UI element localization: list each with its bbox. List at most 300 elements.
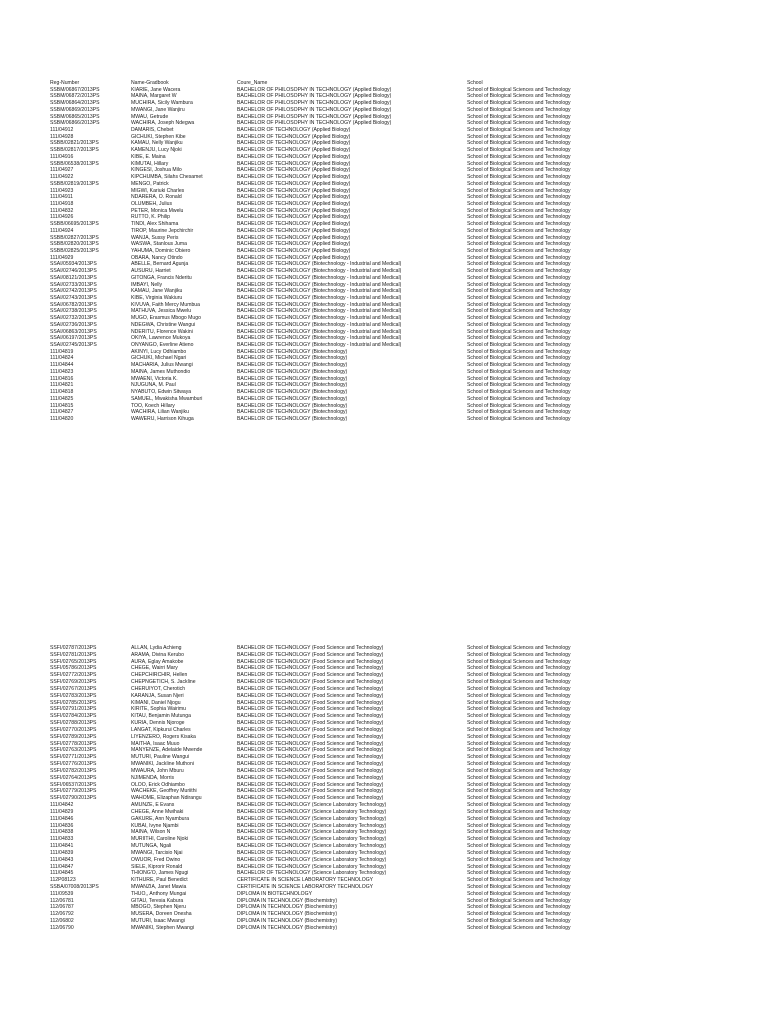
reg-number-cell: 111/04823 — [50, 368, 74, 375]
school-cell: School of Biological Sciences and Technology — [467, 342, 571, 349]
top-table-body — [0, 87, 768, 423]
reg-number-cell: SSAI/02742/2013PS — [50, 288, 97, 295]
school-cell: School of Biological Sciences and Technology — [467, 883, 571, 890]
table-row — [0, 107, 768, 114]
course-cell: BACHELOR OF TECHNOLOGY (Food Science and Technology) — [237, 733, 384, 740]
school-cell: School of Biological Sciences and Technology — [467, 227, 571, 234]
school-cell: School of Biological Sciences and Technology — [467, 113, 571, 120]
header-row — [0, 80, 768, 87]
course-cell: BACHELOR OF TECHNOLOGY (Applied Biology) — [237, 127, 351, 134]
bottom-table-body — [0, 645, 768, 932]
school-cell: School of Biological Sciences and Technology — [467, 651, 571, 658]
school-cell: School of Biological Sciences and Technology — [467, 402, 571, 409]
name-cell: RUTTO, K. Philip — [131, 214, 170, 221]
table-row — [0, 713, 768, 720]
school-cell: School of Biological Sciences and Technology — [467, 234, 571, 241]
reg-number-cell: SSBB/02821/2013PS — [50, 140, 99, 147]
name-cell: MANYENZE, Adelaide Mwende — [131, 747, 203, 754]
reg-number-cell: SSAI/02733/2013PS — [50, 281, 97, 288]
reg-number-cell: SSAI/02732/2013PS — [50, 315, 97, 322]
school-cell: School of Biological Sciences and Technology — [467, 665, 571, 672]
reg-number-cell: 111/04911 — [50, 194, 73, 201]
school-cell: School of Biological Sciences and Technology — [467, 685, 571, 692]
course-cell: BACHELOR OF TECHNOLOGY (Food Science and Technology) — [237, 767, 384, 774]
reg-number-cell: 112/06787 — [50, 904, 74, 911]
name-cell: THIONG'O, James Ngugi — [131, 870, 189, 877]
school-cell: School of Biological Sciences and Technology — [467, 167, 571, 174]
name-cell: MURIITHI, Caroline Njoki — [131, 836, 189, 843]
name-cell: MWANGI, Jane Wanjiru — [131, 106, 185, 113]
reg-number-cell: SSBB/02817/2013PS — [50, 147, 99, 154]
table-row — [0, 382, 768, 389]
table-row — [0, 288, 768, 295]
school-cell: School of Biological Sciences and Technology — [467, 295, 571, 301]
table-row — [0, 700, 768, 707]
reg-number-cell: 111/04819 — [50, 348, 74, 355]
table-row — [0, 884, 768, 891]
name-cell: KIPCHUMBA, Silahs Chesamet — [131, 174, 203, 181]
course-cell: BACHELOR OF TECHNOLOGY (Biotechnology) — [237, 409, 348, 416]
name-cell: MAINA, James Muthondio — [131, 368, 191, 375]
name-cell: MIGWI, Kariuki Charles — [131, 187, 185, 194]
name-cell: MWAURA, John Mburu — [131, 767, 184, 774]
school-cell: School of Biological Sciences and Technology — [467, 761, 571, 768]
name-cell: TOO, Koech Hillary — [131, 402, 175, 409]
reg-number-cell: SSFI/02791/2013PS — [50, 706, 97, 713]
table-row — [0, 870, 768, 877]
school-cell: School of Biological Sciences and Technology — [467, 918, 571, 925]
reg-number-cell: 111/04839 — [50, 849, 74, 856]
name-cell: MENGO, Patrick — [131, 180, 169, 187]
reg-number-cell: 111/04815 — [50, 402, 74, 409]
table-row — [0, 214, 768, 221]
name-cell: MWANZIA, Janet Mawia — [131, 883, 187, 890]
course-cell: BACHELOR OF TECHNOLOGY (Biotechnology - Industrial and Medical) — [237, 268, 402, 275]
course-cell: BACHELOR OF TECHNOLOGY (Applied Biology) — [237, 227, 351, 234]
course-cell: BACHELOR OF TECHNOLOGY (Food Science and Technology) — [237, 672, 384, 679]
course-cell: BACHELOR OF TECHNOLOGY (Applied Biology) — [237, 254, 351, 261]
reg-number-cell: SSFI/02770/2013PS — [50, 726, 97, 733]
table-row — [0, 720, 768, 727]
course-cell: BACHELOR OF TECHNOLOGY (Food Science and Technology) — [237, 692, 384, 699]
school-cell: School of Biological Sciences and Technology — [467, 106, 571, 113]
reg-number-cell: 111/04838 — [50, 829, 74, 836]
school-cell: School of Biological Sciences and Technology — [467, 672, 571, 679]
table-row — [0, 679, 768, 686]
course-cell: BACHELOR OF TECHNOLOGY (Applied Biology) — [237, 241, 351, 248]
school-cell: School of Biological Sciences and Technology — [467, 335, 571, 342]
name-cell: CHERUIYOT, Cherotich — [131, 685, 186, 692]
school-cell: School of Biological Sciences and Technology — [467, 395, 571, 402]
name-cell: LANGAT, Kipkurui Charles — [131, 726, 191, 733]
bottom-sheet — [0, 645, 768, 932]
school-cell: School of Biological Sciences and Technology — [467, 897, 571, 904]
reg-number-cell: SSBM/06866/2013PS — [50, 120, 100, 127]
course-cell: BACHELOR OF TECHNOLOGY (Biotechnology) — [237, 375, 348, 382]
table-row — [0, 181, 768, 188]
reg-number-cell: 112P08123 — [50, 877, 76, 884]
school-cell: School of Biological Sciences and Technology — [467, 187, 571, 194]
course-cell: BACHELOR OF TECHNOLOGY (Science Laboratory Technology) — [237, 870, 387, 877]
reg-number-cell: SSFI/02772/2013PS — [50, 672, 97, 679]
course-cell: BACHELOR OF TECHNOLOGY (Biotechnology - Industrial and Medical) — [237, 335, 402, 342]
reg-number-cell: 111/04836 — [50, 822, 74, 829]
course-cell: BACHELOR OF TECHNOLOGY (Applied Biology) — [237, 194, 351, 201]
table-row — [0, 761, 768, 768]
reg-number-cell: SSAI/02745/2013PS — [50, 342, 97, 349]
course-cell: BACHELOR OF TECHNOLOGY (Applied Biology) — [237, 180, 351, 187]
table-row — [0, 362, 768, 369]
reg-number-cell: 111/04927 — [50, 167, 74, 174]
course-cell: BACHELOR OF TECHNOLOGY (Food Science and Technology) — [237, 795, 384, 802]
table-row — [0, 241, 768, 248]
course-cell: BACHELOR OF TECHNOLOGY (Science Laboratory Technology) — [237, 863, 387, 870]
reg-number-cell: 111/09539 — [50, 890, 74, 897]
course-cell: BACHELOR OF PHILOSOPHY IN TECHNOLOGY (Applied Biology) — [237, 113, 392, 120]
reg-number-cell: 111/04820 — [50, 415, 74, 422]
reg-number-cell: 111/04846 — [50, 815, 74, 822]
table-row — [0, 201, 768, 208]
school-cell: School of Biological Sciences and Technology — [467, 733, 571, 740]
header-school: School — [467, 80, 483, 86]
reg-number-cell: 111/04912 — [50, 127, 74, 134]
name-cell: MUTURI, Isaac Mwangi — [131, 918, 185, 925]
school-cell: School of Biological Sciences and Technology — [467, 843, 571, 850]
name-cell: GITAU, Teresia Kabura — [131, 897, 184, 904]
reg-number-cell: SSFI/06537/2013PS — [50, 781, 97, 788]
table-row — [0, 857, 768, 864]
school-cell: School of Biological Sciences and Technology — [467, 214, 571, 221]
name-cell: WACHIRA, Joseph Ndegwa — [131, 120, 195, 127]
reg-number-cell: SSAI/06197/2013PS — [50, 335, 97, 342]
reg-number-cell: SSFI/02767/2013PS — [50, 685, 97, 692]
name-cell: NJIMENDA, Morris — [131, 774, 175, 781]
course-cell: DIPLOMA IN BIOTECHNOLOGY — [237, 890, 313, 897]
course-cell: BACHELOR OF TECHNOLOGY (Biotechnology - Industrial and Medical) — [237, 342, 402, 349]
name-cell: GICHUKI, Stephen Kibe — [131, 133, 186, 140]
reg-number-cell: SSBA/07008/2013PS — [50, 883, 99, 890]
course-cell: BACHELOR OF PHILOSOPHY IN TECHNOLOGY (Applied Biology) — [237, 100, 392, 107]
name-cell: KIBE, Virginia Wakiuru — [131, 295, 183, 301]
name-cell: CHEPNGETICH, S. Jackline — [131, 679, 196, 686]
course-cell: BACHELOR OF TECHNOLOGY (Food Science and Technology) — [237, 685, 384, 692]
table-row — [0, 349, 768, 356]
school-cell: School of Biological Sciences and Technology — [467, 726, 571, 733]
reg-number-cell: SSFI/02763/2013PS — [50, 747, 97, 754]
table-row — [0, 161, 768, 168]
reg-number-cell: 111/04916 — [50, 153, 74, 160]
school-cell: School of Biological Sciences and Technology — [467, 261, 571, 268]
course-cell: BACHELOR OF TECHNOLOGY (Food Science and Technology) — [237, 740, 384, 747]
school-cell: School of Biological Sciences and Technology — [467, 147, 571, 154]
school-cell: School of Biological Sciences and Technology — [467, 774, 571, 781]
school-cell: School of Biological Sciences and Technology — [467, 822, 571, 829]
school-cell: School of Biological Sciences and Technology — [467, 301, 571, 308]
header-course-name: Coure_Name — [237, 80, 268, 86]
school-cell: School of Biological Sciences and Technology — [467, 767, 571, 774]
reg-number-cell: SSAI/05934/2013PS — [50, 261, 97, 268]
reg-number-cell: 111/04825 — [50, 395, 74, 402]
name-cell: AUSURU, Harriet — [131, 268, 171, 275]
reg-number-cell: SSFI/02765/2013PS — [50, 658, 97, 665]
name-cell: KIRITE, Sophia Wairimu — [131, 706, 187, 713]
school-cell: School of Biological Sciences and Technology — [467, 93, 571, 100]
table-row — [0, 308, 768, 315]
course-cell: BACHELOR OF TECHNOLOGY (Food Science and Technology) — [237, 706, 384, 713]
name-cell: KARANJA, Susan Njeri — [131, 692, 184, 699]
name-cell: NDEGWA, Christine Wangui — [131, 321, 196, 328]
name-cell: THUO,, Anthony Mungai — [131, 890, 187, 897]
reg-number-cell: SSBM/06865/2013PS — [50, 113, 100, 120]
reg-number-cell: 111/04845 — [50, 870, 74, 877]
table-row — [0, 282, 768, 289]
name-cell: MUSERA, Doreen Onesha — [131, 911, 192, 918]
name-cell: GICHUKI, Michael Ngari — [131, 355, 187, 362]
name-cell: OBARA, Nancy Otindo — [131, 254, 183, 261]
school-cell: School of Biological Sciences and Technology — [467, 829, 571, 836]
reg-number-cell: SSAI/06863/2013PS — [50, 328, 97, 335]
school-cell: School of Biological Sciences and Technology — [467, 720, 571, 727]
course-cell: DIPLOMA IN TECHNOLOGY (Biochemistry) — [237, 911, 338, 918]
course-cell: BACHELOR OF TECHNOLOGY (Applied Biology) — [237, 140, 351, 147]
course-cell: BACHELOR OF TECHNOLOGY (Applied Biology) — [237, 160, 351, 167]
table-row — [0, 823, 768, 830]
reg-number-cell: SSFI/02785/2013PS — [50, 699, 97, 706]
reg-number-cell: 111/04843 — [50, 856, 74, 863]
name-cell: MWANIKI, Stephen Mwangi — [131, 924, 194, 931]
course-cell: BACHELOR OF TECHNOLOGY (Biotechnology) — [237, 395, 348, 402]
table-row — [0, 802, 768, 809]
course-cell: BACHELOR OF TECHNOLOGY (Biotechnology - Industrial and Medical) — [237, 281, 402, 288]
name-cell: KURIA, Dennis Njoroge — [131, 720, 185, 727]
school-cell: School of Biological Sciences and Technology — [467, 100, 571, 107]
table-row — [0, 235, 768, 242]
name-cell: OKIYA, Lawrence Mukoya — [131, 335, 191, 342]
course-cell: CERTIFICATE IN SCIENCE LABORATORY TECHNOLOGY — [237, 883, 374, 890]
name-cell: MUGO, Erasmus Mbogo Mugo — [131, 315, 201, 322]
reg-number-cell: 111/04847 — [50, 863, 74, 870]
course-cell: BACHELOR OF PHILOSOPHY IN TECHNOLOGY (Applied Biology) — [237, 93, 392, 100]
course-cell: BACHELOR OF TECHNOLOGY (Applied Biology) — [237, 153, 351, 160]
table-row — [0, 898, 768, 905]
reg-number-cell: SSAI/06782/2013PS — [50, 301, 97, 308]
course-cell: BACHELOR OF TECHNOLOGY (Applied Biology) — [237, 214, 351, 221]
course-cell: BACHELOR OF TECHNOLOGY (Food Science and Technology) — [237, 645, 384, 651]
school-cell: School of Biological Sciences and Technology — [467, 180, 571, 187]
name-cell: KITAU, Benjamin Mutunga — [131, 713, 191, 720]
table-row — [0, 221, 768, 228]
school-cell: School of Biological Sciences and Technology — [467, 140, 571, 147]
header-name-gradbook: Name-Gradbook — [131, 80, 169, 86]
reg-number-cell: SSFI/02783/2013PS — [50, 692, 97, 699]
school-cell: School of Biological Sciences and Technology — [467, 268, 571, 275]
school-cell: School of Biological Sciences and Technology — [467, 127, 571, 134]
name-cell: MAINA, Margaret W — [131, 93, 177, 100]
reg-number-cell: SSBM/06864/2013PS — [50, 100, 100, 107]
name-cell: ABELLE, Bernard Agunja — [131, 261, 189, 268]
school-cell: School of Biological Sciences and Technology — [467, 699, 571, 706]
table-row — [0, 659, 768, 666]
school-cell: School of Biological Sciences and Technology — [467, 706, 571, 713]
table-row — [0, 843, 768, 850]
reg-number-cell: 112/06802 — [50, 918, 74, 925]
reg-number-cell: 111/04918 — [50, 200, 74, 207]
reg-number-cell: SSBB/02819/2013PS — [50, 180, 99, 187]
table-row — [0, 816, 768, 823]
table-row — [0, 836, 768, 843]
table-row — [0, 120, 768, 127]
course-cell: BACHELOR OF TECHNOLOGY (Science Laboratory Technology) — [237, 843, 387, 850]
school-cell: School of Biological Sciences and Technology — [467, 904, 571, 911]
school-cell: School of Biological Sciences and Technology — [467, 368, 571, 375]
name-cell: NDARERA, O. Ronald — [131, 194, 182, 201]
school-cell: School of Biological Sciences and Technology — [467, 247, 571, 254]
name-cell: GITONGA, Francis Nderitu — [131, 274, 192, 281]
reg-number-cell: SSBB/06538/2013PS — [50, 160, 99, 167]
table-row — [0, 925, 768, 932]
name-cell: KUBAI, Ivyne Njambi — [131, 822, 179, 829]
course-cell: DIPLOMA IN TECHNOLOGY (Biochemistry) — [237, 924, 338, 931]
course-cell: BACHELOR OF TECHNOLOGY (Food Science and Technology) — [237, 665, 384, 672]
reg-number-cell: 112/06790 — [50, 924, 74, 931]
reg-number-cell: 111/04926 — [50, 214, 74, 221]
course-cell: BACHELOR OF TECHNOLOGY (Biotechnology) — [237, 368, 348, 375]
school-cell: School of Biological Sciences and Technology — [467, 362, 571, 369]
table-row — [0, 409, 768, 416]
table-row — [0, 645, 768, 652]
school-cell: School of Biological Sciences and Technology — [467, 200, 571, 207]
course-cell: BACHELOR OF TECHNOLOGY (Applied Biology) — [237, 167, 351, 174]
course-cell: BACHELOR OF TECHNOLOGY (Food Science and Technology) — [237, 788, 384, 795]
reg-number-cell: 111/04829 — [50, 808, 74, 815]
reg-number-cell: 111/04922 — [50, 174, 74, 181]
reg-number-cell: SSBM/06869/2013PS — [50, 106, 100, 113]
school-cell: School of Biological Sciences and Technology — [467, 133, 571, 140]
course-cell: BACHELOR OF TECHNOLOGY (Food Science and Technology) — [237, 679, 384, 686]
table-row — [0, 727, 768, 734]
school-cell: School of Biological Sciences and Technology — [467, 802, 571, 809]
course-cell: BACHELOR OF TECHNOLOGY (Biotechnology) — [237, 348, 348, 355]
name-cell: MUTURI, Pauline Wangui — [131, 754, 190, 761]
reg-number-cell: SSFI/02790/2013PS — [50, 795, 97, 802]
reg-number-cell: 111/04929 — [50, 254, 74, 261]
school-cell: School of Biological Sciences and Technology — [467, 274, 571, 281]
table-row — [0, 665, 768, 672]
table-row — [0, 734, 768, 741]
table-row — [0, 194, 768, 201]
reg-number-cell: SSAI/02736/2013PS — [50, 321, 97, 328]
table-row — [0, 754, 768, 761]
reg-number-cell: SSAI/02746/2013PS — [50, 268, 97, 275]
course-cell: BACHELOR OF TECHNOLOGY (Food Science and Technology) — [237, 713, 384, 720]
school-cell: School of Biological Sciences and Technology — [467, 863, 571, 870]
school-cell: School of Biological Sciences and Technology — [467, 849, 571, 856]
table-row — [0, 782, 768, 789]
name-cell: KAMAU, Nelly Wanjiku — [131, 140, 183, 147]
school-cell: School of Biological Sciences and Technology — [467, 415, 571, 422]
course-cell: DIPLOMA IN TECHNOLOGY (Biochemistry) — [237, 904, 338, 911]
course-cell: BACHELOR OF TECHNOLOGY (Biotechnology - Industrial and Medical) — [237, 315, 402, 322]
table-row — [0, 686, 768, 693]
name-cell: MAITHA, Isaac Muuo — [131, 740, 180, 747]
table-row — [0, 322, 768, 329]
school-cell: School of Biological Sciences and Technology — [467, 254, 571, 261]
name-cell: KIARIE, Jane Wacera — [131, 86, 181, 93]
table-row — [0, 788, 768, 795]
course-cell: BACHELOR OF PHILOSOPHY IN TECHNOLOGY (Applied Biology) — [237, 86, 392, 93]
reg-number-cell: SSFI/02764/2013PS — [50, 774, 97, 781]
course-cell: BACHELOR OF TECHNOLOGY (Biotechnology) — [237, 355, 348, 362]
table-row — [0, 208, 768, 215]
school-cell: School of Biological Sciences and Technology — [467, 174, 571, 181]
name-cell: MACHARIA, Julius Mwangi — [131, 362, 193, 369]
name-cell: OWUOR, Fred Owino — [131, 856, 181, 863]
course-cell: BACHELOR OF TECHNOLOGY (Food Science and Technology) — [237, 651, 384, 658]
school-cell: School of Biological Sciences and Technology — [467, 856, 571, 863]
reg-number-cell: 111/04824 — [50, 355, 74, 362]
course-cell: BACHELOR OF TECHNOLOGY (Food Science and Technology) — [237, 761, 384, 768]
table-row — [0, 335, 768, 342]
table-row — [0, 850, 768, 857]
name-cell: WANJA, Sussy Peris — [131, 234, 179, 241]
course-cell: BACHELOR OF TECHNOLOGY (Science Laboratory Technology) — [237, 815, 387, 822]
table-row — [0, 100, 768, 107]
course-cell: BACHELOR OF TECHNOLOGY (Science Laboratory Technology) — [237, 849, 387, 856]
reg-number-cell: 111/04821 — [50, 382, 74, 389]
school-cell: School of Biological Sciences and Technology — [467, 754, 571, 761]
school-cell: School of Biological Sciences and Technology — [467, 288, 571, 295]
name-cell: MBOGO, Stephen Njeru — [131, 904, 186, 911]
course-cell: BACHELOR OF TECHNOLOGY (Biotechnology) — [237, 415, 348, 422]
table-row — [0, 911, 768, 918]
name-cell: MATHUVA, Jessica Mwelu — [131, 308, 192, 315]
school-cell: School of Biological Sciences and Technology — [467, 160, 571, 167]
table-row — [0, 693, 768, 700]
course-cell: BACHELOR OF TECHNOLOGY (Applied Biology) — [237, 247, 351, 254]
school-cell: School of Biological Sciences and Technology — [467, 281, 571, 288]
table-row — [0, 918, 768, 925]
school-cell: School of Biological Sciences and Technology — [467, 153, 571, 160]
school-cell: School of Biological Sciences and Technology — [467, 321, 571, 328]
table-row — [0, 877, 768, 884]
table-row — [0, 795, 768, 802]
top-sheet — [0, 80, 768, 423]
reg-number-cell: SSBB/02820/2013PS — [50, 241, 99, 248]
table-row — [0, 329, 768, 336]
school-cell: School of Biological Sciences and Technology — [467, 795, 571, 802]
course-cell: BACHELOR OF TECHNOLOGY (Biotechnology - Industrial and Medical) — [237, 328, 402, 335]
name-cell: AMUNZE, E Evans — [131, 802, 175, 809]
name-cell: ALLAN, Lydia Achieng — [131, 645, 182, 651]
course-cell: DIPLOMA IN TECHNOLOGY (Biochemistry) — [237, 918, 338, 925]
course-cell: BACHELOR OF TECHNOLOGY (Biotechnology - Industrial and Medical) — [237, 274, 402, 281]
name-cell: ARAMA, Divina Kerubo — [131, 651, 184, 658]
reg-number-cell: SSBM/06872/2013PS — [50, 93, 100, 100]
reg-number-cell: SSFI/05786/2013PS — [50, 665, 97, 672]
course-cell: BACHELOR OF TECHNOLOGY (Biotechnology) — [237, 362, 348, 369]
school-cell: School of Biological Sciences and Technology — [467, 355, 571, 362]
name-cell: MWAU, Getrude — [131, 113, 169, 120]
reg-number-cell: SSFI/02778/2013PS — [50, 740, 97, 747]
school-cell: School of Biological Sciences and Technology — [467, 877, 571, 884]
name-cell: TINDI, Alex Shihama — [131, 221, 179, 228]
name-cell: SAMUEL, Mwakisha Mwamburi — [131, 395, 203, 402]
table-row — [0, 114, 768, 121]
name-cell: NDERITU, Florence Wakini — [131, 328, 193, 335]
course-cell: BACHELOR OF TECHNOLOGY (Science Laboratory Technology) — [237, 808, 387, 815]
table-row — [0, 768, 768, 775]
school-cell: School of Biological Sciences and Technology — [467, 348, 571, 355]
